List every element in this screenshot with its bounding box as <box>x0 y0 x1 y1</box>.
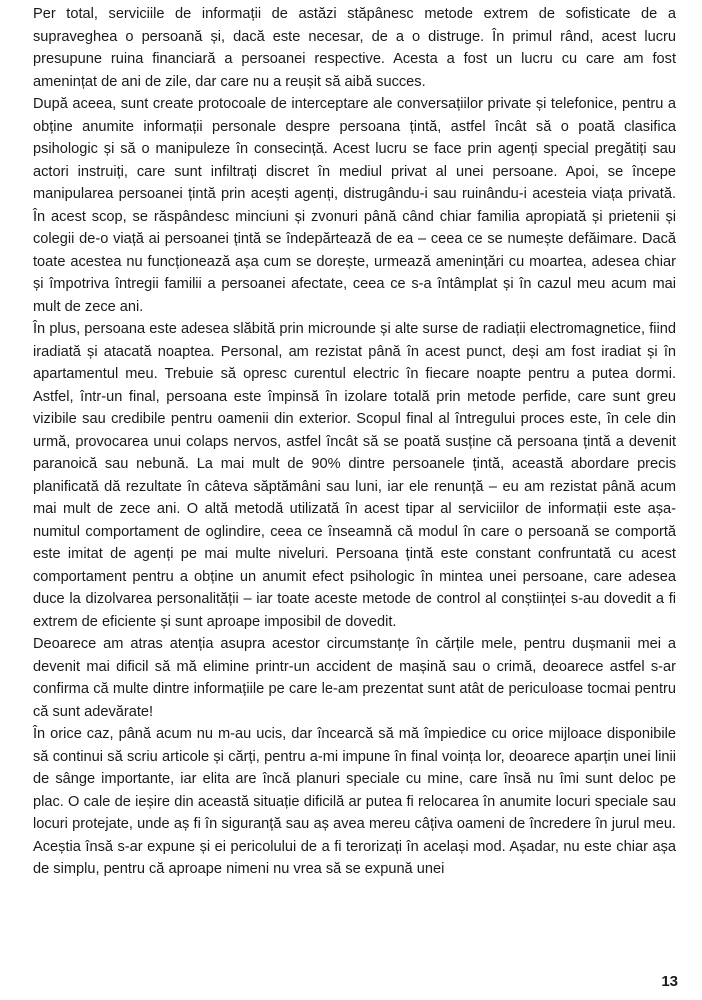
page-number: 13 <box>661 973 678 990</box>
paragraph-2: După aceea, sunt create protocoale de interceptare ale conversațiilor private și telefonice, pentru a obține anumite informații personale despre persoana țintă, astfel încât să o poată clasifica psihologic și să o manipuleze în consecință. Acest lucru se face prin agenți special pregătiți sau actori instruiți, care sunt infiltrați discret în mediul privat al unei persoane. Apoi, se începe manipularea persoanei țintă prin acești agenți, distrugându-i sau ruinându-i acesteia viața privată. În acest scop, se răspândesc minciuni și zvonuri până când chiar familia apropiată și prietenii și colegii de-o viață ai persoanei țintă se îndepărtează de ea – ceea ce se numește defăimare. Dacă toate acestea nu funcționează așa cum se dorește, urmează amenințări cu moartea, adesea chiar și împotriva întregii familii a persoanei afectate, ceea ce s-a întâmplat și în cazul meu acum mai mult de zece ani. <box>33 96 676 315</box>
paragraph-5: În orice caz, până acum nu m-au ucis, dar încearcă să mă împiedice cu orice mijloace disponibile să continui să scriu articole și cărți, pentru a-mi impune în final voința lor, deoarece aparțin unei linii de sânge importante, iar elita are încă planuri speciale cu mine, care însă nu îmi sunt deloc pe plac. O cale de ieșire din această situație dificilă ar putea fi relocarea în anumite locuri speciale sau locuri protejate, unde aș fi în siguranță sau aș avea mereu câțiva oameni de încredere în jurul meu. Aceștia însă s-ar expune și ei pericolului de a fi terorizați în același mod. Așadar, nu este chiar așa de simplu, pentru că aproape nimeni nu vrea să se expună unei <box>33 726 676 877</box>
body-text <box>33 3 676 881</box>
paragraph-4: Deoarece am atras atenția asupra acestor circumstanțe în cărțile mele, pentru dușmanii mei a devenit mai dificil să mă elimine printr-un accident de mașină sau o crimă, deoarece astfel s-ar confirma că multe dintre informațiile pe care le-am prezentat sunt atât de periculoase tocmai pentru că sunt adevărate! <box>33 636 676 720</box>
paragraph-1: Per total, serviciile de informații de astăzi stăpânesc metode extrem de sofisticate de a supraveghea o persoană și, dacă este necesar, de a o distruge. În primul rând, acest lucru presupune ruina financiară a persoanei respective. Acesta a fost un lucru cu care am fost amenințat de ani de zile, dar care nu a reușit să aibă succes. <box>33 6 676 90</box>
paragraph-3: În plus, persoana este adesea slăbită prin microunde și alte surse de radiații electromagnetice, fiind iradiată și atacată noaptea. Personal, am rezistat până în acest punct, deși am fost iradiat și în apartamentul meu. Trebuie să opresc curentul electric în fiecare noapte pentru a putea dormi. Astfel, într-un final, persoana este împinsă în izolare totală prin metode perfide, care sunt greu vizibile sau credibile pentru oamenii din exterior. Scopul final al întregului proces este, în cele din urmă, provocarea unui colaps nervos, astfel încât să se poată susține că persoana țintă a devenit paranoică sau nebună. La mai mult de 90% dintre persoanele țintă, această abordare precis planificată dă rezultate în câteva săptămâni sau luni, iar ele renunță – eu am rezistat până acum mai mult de zece ani. O altă metodă utilizată în acest tipar al serviciilor de informații este așa-numitul comportament de oglindire, ceea ce înseamnă că modul în care o persoană se comportă este imitat de agenți pe mai multe niveluri. Persoana țintă este constant confruntată cu acest comportament pentru a obține un anumit efect psihologic în mintea unei persoane, care adesea duce la dizolvarea personalității – iar toate aceste metode de control al conștiinței s-au dovedit a fi extrem de eficiente și sunt aproape imposibil de dovedit. <box>33 321 676 630</box>
